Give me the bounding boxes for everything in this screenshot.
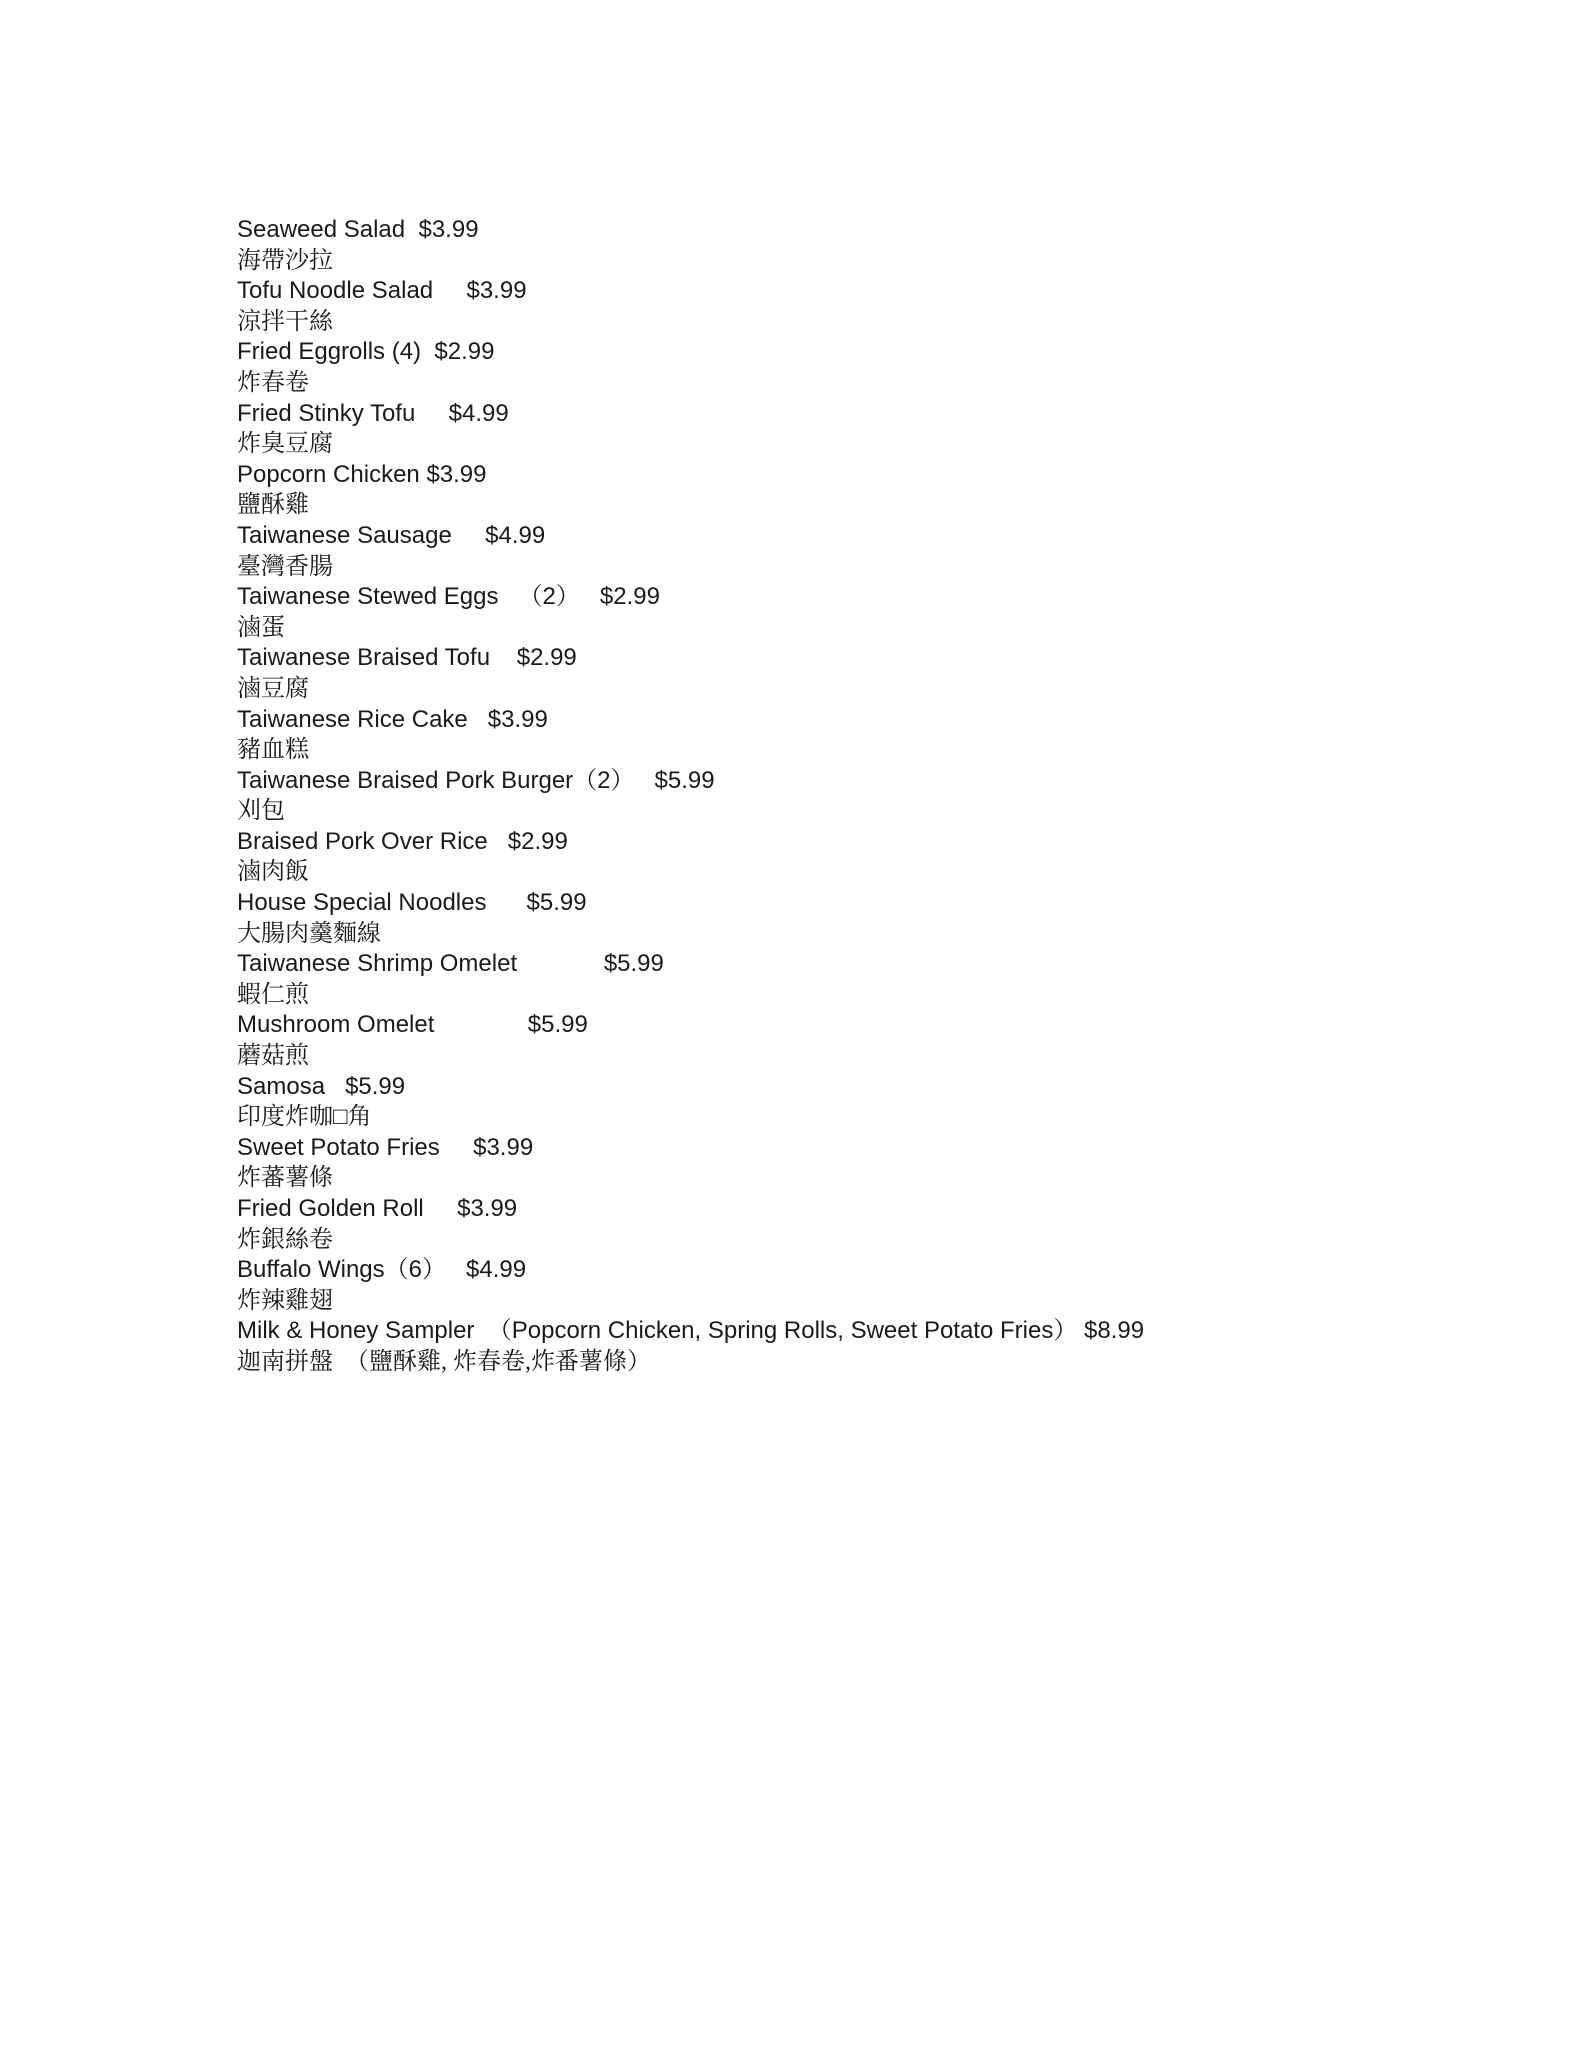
menu-item-name-en: Taiwanese Sausage <box>237 521 452 549</box>
menu-item-name-en: Braised Pork Over Rice <box>237 827 488 855</box>
menu-item-price: $3.99 <box>466 277 527 305</box>
menu-item-name-en: Buffalo Wings（6） <box>237 1256 446 1284</box>
menu-item-english-line <box>237 215 1144 246</box>
menu-item-english-line <box>237 460 1144 491</box>
menu-item-gap <box>421 338 434 365</box>
menu-item-name-en: Taiwanese Shrimp Omelet <box>237 950 518 978</box>
menu-item-gap <box>446 1256 466 1283</box>
menu-item-gap <box>440 1134 473 1161</box>
menu-item-gap <box>486 889 526 916</box>
menu-item-gap <box>490 644 517 671</box>
menu-item-price: $4.99 <box>448 399 509 427</box>
menu-item <box>237 1133 1144 1194</box>
menu-item-english-line <box>237 1133 1144 1164</box>
menu-item-name-en: Taiwanese Braised Tofu <box>237 644 491 672</box>
menu-item-gap <box>433 277 466 304</box>
menu-item-english-line <box>237 1255 1144 1286</box>
menu-item <box>237 1194 1144 1255</box>
menu-item-name-en: Mushroom Omelet <box>237 1011 435 1039</box>
menu-item <box>237 215 1144 276</box>
menu-item-price: $5.99 <box>527 1011 588 1039</box>
menu-item-price: $5.99 <box>654 766 715 794</box>
menu-item-name-zh: 海帶沙拉 <box>237 247 333 274</box>
menu-item-name-zh: 蝦仁煎 <box>237 981 309 1008</box>
menu-list <box>237 215 1144 1378</box>
menu-item-english-line <box>237 337 1144 368</box>
menu-item-price: $5.99 <box>526 889 587 917</box>
menu-item <box>237 705 1144 766</box>
menu-item <box>237 460 1144 521</box>
menu-item-name-zh: 蘑菇煎 <box>237 1043 309 1070</box>
menu-item-name-en: House Special Noodles <box>237 889 487 917</box>
menu-item-gap <box>580 583 600 610</box>
menu-item-name-en: Fried Golden Roll <box>237 1195 424 1222</box>
menu-item-name-zh: 炸辣雞翅 <box>237 1287 333 1314</box>
menu-item <box>237 337 1144 398</box>
menu-item <box>237 1010 1144 1071</box>
menu-item-english-line <box>237 949 1144 980</box>
menu-item-price: $2.99 <box>507 827 568 855</box>
menu-item-name-en: Samosa <box>237 1072 326 1100</box>
menu-item-price: $5.99 <box>345 1072 406 1100</box>
menu-item-price: $2.99 <box>516 644 577 672</box>
menu-item-price: $4.99 <box>485 521 546 549</box>
menu-item-english-line <box>237 521 1144 552</box>
menu-item-gap <box>452 522 485 549</box>
menu-item-english-line <box>237 399 1144 430</box>
menu-item-name-en: Taiwanese Rice Cake <box>237 705 468 733</box>
menu-item-name-zh: 印度炸咖□角 <box>237 1104 372 1131</box>
menu-item-gap <box>488 828 508 855</box>
menu-item-english-line <box>237 1072 1144 1103</box>
menu-item-name-zh: 刈包 <box>237 798 285 825</box>
menu-item-english-line <box>237 1194 1144 1225</box>
menu-item-name-en: Fried Eggrolls (4) <box>237 338 422 366</box>
menu-item-price: $5.99 <box>603 950 664 978</box>
menu-item-name-zh: 滷肉飯 <box>237 859 309 886</box>
menu-item-price: $2.99 <box>599 583 660 611</box>
menu-item-name-en: Taiwanese Braised Pork Burger（2） <box>237 766 635 794</box>
menu-item-name-zh: 炸春卷 <box>237 369 309 396</box>
menu-item-english-line <box>237 827 1144 858</box>
menu-item-english-line <box>237 643 1144 674</box>
menu-item <box>237 643 1144 704</box>
menu-item <box>237 521 1144 582</box>
menu-item-name-en: Milk & Honey Sampler （Popcorn Chicken, Spring Rolls, Sweet Potato Fries） <box>237 1317 1078 1345</box>
menu-item-gap <box>434 1011 527 1038</box>
menu-item <box>237 888 1144 949</box>
menu-item <box>237 276 1144 337</box>
menu-item-name-zh: 鹽酥雞 <box>237 492 309 519</box>
menu-item-english-line <box>237 582 1144 613</box>
menu-item-english-line <box>237 888 1144 919</box>
menu-item-english-line <box>237 766 1144 797</box>
menu-item-name-en: Sweet Potato Fries <box>237 1133 440 1161</box>
menu-item-price: $3.99 <box>418 216 479 243</box>
menu-item <box>237 1255 1144 1316</box>
menu-item-name-en: Tofu Noodle Salad <box>237 277 434 305</box>
menu-item <box>237 949 1144 1010</box>
menu-item <box>237 582 1144 643</box>
menu-item-name-zh: 炸臭豆腐 <box>237 431 333 458</box>
menu-item-name-zh: 涼拌干絲 <box>237 308 333 335</box>
menu-item <box>237 827 1144 888</box>
menu-item-price: $3.99 <box>487 705 548 733</box>
menu-item-gap <box>635 767 655 794</box>
menu-item-gap <box>424 1195 457 1222</box>
menu-item-gap <box>325 1073 345 1100</box>
menu-item-name-en: Fried Stinky Tofu <box>237 399 416 427</box>
menu-item-english-line <box>237 1010 1144 1041</box>
menu-item-name-zh: 臺灣香腸 <box>237 553 333 580</box>
menu-item-gap <box>405 216 418 243</box>
menu-item-name-en: Taiwanese Stewed Eggs （2） <box>237 583 580 611</box>
menu-item-name-zh: 滷蛋 <box>237 614 285 641</box>
menu-item-english-line <box>237 1316 1144 1347</box>
menu-item-price: $4.99 <box>466 1256 527 1284</box>
menu-item-name-zh: 豬血糕 <box>237 737 309 764</box>
menu-item-price: $8.99 <box>1084 1317 1145 1345</box>
menu-item-name-zh: 大腸肉羹麵線 <box>237 920 381 947</box>
menu-item-name-zh: 迦南拼盤 （鹽酥雞, 炸春卷,炸番薯條） <box>237 1348 651 1375</box>
menu-item-english-line <box>237 705 1144 736</box>
menu-item-price: $3.99 <box>457 1195 518 1222</box>
menu-item-name-en: Seaweed Salad <box>237 216 406 243</box>
menu-item-gap <box>468 706 488 733</box>
menu-item-price: $3.99 <box>473 1133 534 1161</box>
menu-item-name-zh: 滷豆腐 <box>237 675 309 702</box>
menu-item <box>237 1316 1144 1377</box>
menu-item <box>237 766 1144 827</box>
menu-item-name-zh: 炸銀絲卷 <box>237 1226 333 1253</box>
menu-item-gap <box>1077 1317 1084 1344</box>
menu-item-price: $2.99 <box>434 338 495 366</box>
menu-item-price: $3.99 <box>426 460 487 488</box>
menu-item-name-zh: 炸蕃薯條 <box>237 1165 333 1192</box>
menu-item-gap <box>517 950 604 977</box>
menu-item <box>237 399 1144 460</box>
menu-item <box>237 1072 1144 1133</box>
menu-item-gap <box>415 400 448 427</box>
menu-item-name-en: Popcorn Chicken <box>237 460 420 488</box>
menu-item-english-line <box>237 276 1144 307</box>
